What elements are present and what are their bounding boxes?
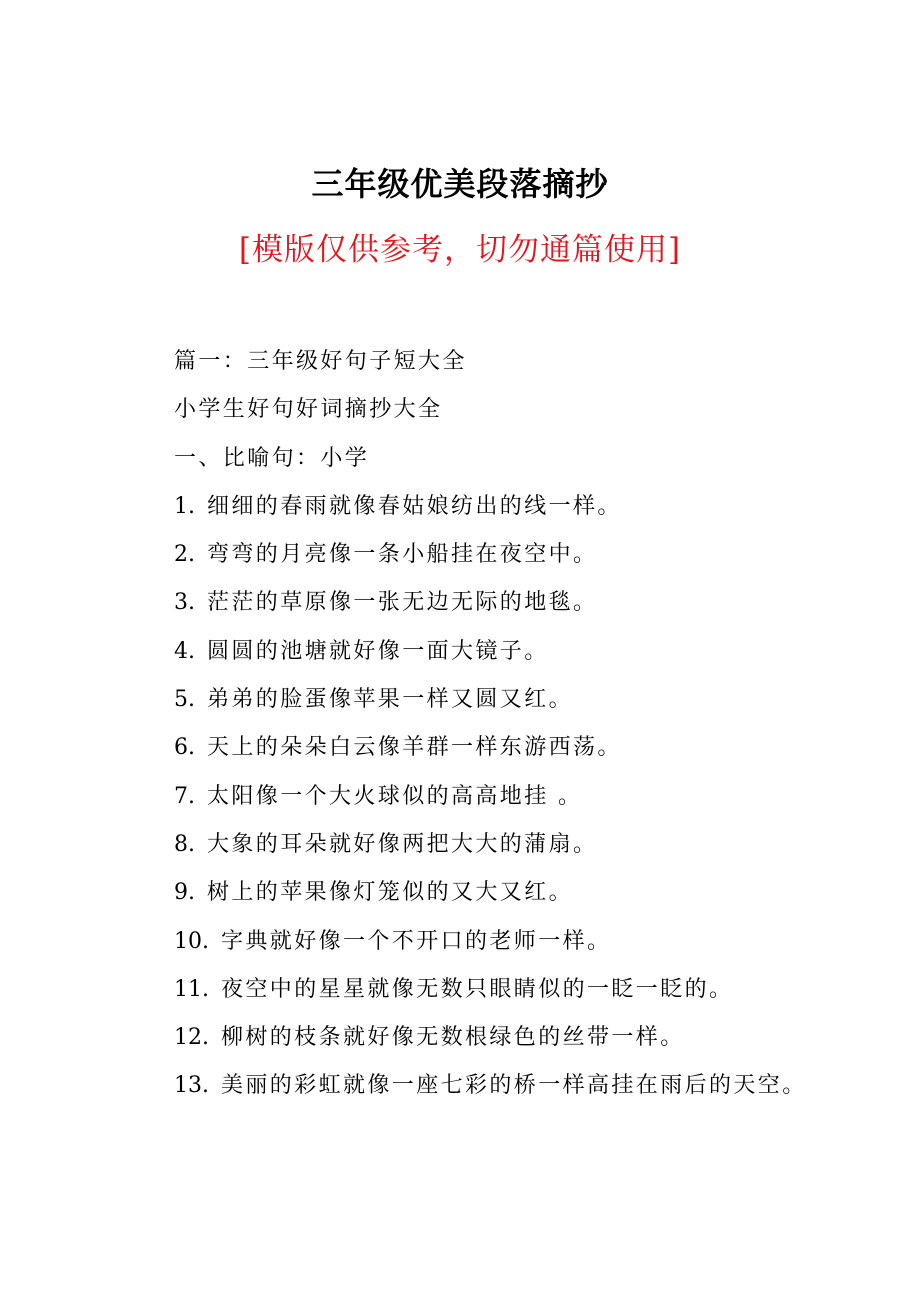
item-text: 弯弯的月亮像一条小船挂在夜空中。 [207,542,598,568]
item-text: 茫茫的草原像一张无边无际的地毯。 [207,590,598,616]
list-item [174,972,894,1020]
item-number: 6. [174,735,195,761]
item-text: 柳树的枝条就好像无数根绿色的丝带一样。 [221,1025,685,1051]
item-text: 天上的朵朵白云像羊群一样东游西荡。 [207,735,622,761]
item-number: 7. [174,783,195,809]
item-number: 8. [174,831,195,857]
content-lines [174,344,894,1117]
item-number: 4. [174,638,195,664]
list-item [174,875,894,923]
item-text: 弟弟的脸蛋像苹果一样又圆又红。 [207,687,574,713]
section-subheading: 小学生好句好词摘抄大全 [174,397,443,423]
item-text: 树上的苹果像灯笼似的又大又红。 [207,880,574,906]
item-text: 圆圆的池塘就好像一面大镜子。 [207,638,549,664]
list-item [174,730,894,778]
item-text: 大象的耳朵就好像两把大大的蒲扇。 [207,831,598,857]
list-item [174,827,894,875]
item-number: 1. [174,493,195,519]
item-number: 11. [174,976,209,1002]
list-item [174,489,894,537]
item-number: 5. [174,687,195,713]
item-text: 夜空中的星星就像无数只眼睛似的一眨一眨的。 [221,976,734,1002]
item-text: 字典就好像一个不开口的老师一样。 [221,928,612,954]
list-item [174,634,894,682]
list-item [174,1020,894,1068]
template-disclaimer: [模版仅供参考，切勿通篇使用] [238,232,682,268]
list-item [174,924,894,972]
item-text: 美丽的彩虹就像一座七彩的桥一样高挂在雨后的天空。 [221,1073,807,1099]
list-item [174,779,894,827]
item-number: 10. [174,928,209,954]
item-number: 3. [174,590,195,616]
list-item [174,585,894,633]
item-text: 太阳像一个大火球似的高高地挂 。 [207,783,583,809]
section-heading: 篇一：三年级好句子短大全 [174,349,467,374]
list-item [174,1068,894,1116]
list-item [174,682,894,730]
item-number: 13. [174,1073,209,1099]
item-text: 细细的春雨就像春姑娘纺出的线一样。 [207,493,622,519]
item-number: 2. [174,542,195,568]
category-heading: 一、比喻句：小学 [174,445,370,471]
item-number: 9. [174,880,195,906]
list-item [174,537,894,585]
item-number: 12. [174,1025,209,1051]
document-title: 三年级优美段落摘抄 [311,165,609,203]
